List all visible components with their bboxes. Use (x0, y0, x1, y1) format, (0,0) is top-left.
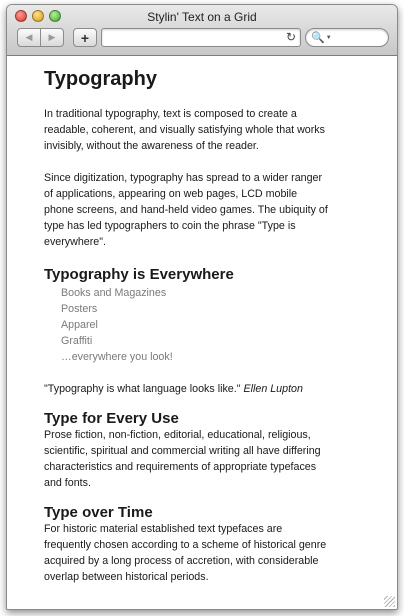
back-arrow-icon: ◀ (25, 32, 33, 42)
use-section (44, 410, 329, 491)
quote (44, 381, 329, 397)
everywhere-list (61, 285, 329, 365)
list-item: Posters (61, 303, 98, 315)
nav-buttons (17, 28, 64, 47)
resize-grip[interactable] (384, 596, 395, 607)
window-title: Stylin' Text on a Grid (147, 10, 257, 24)
forward-button[interactable] (40, 29, 63, 46)
everywhere-section (44, 266, 329, 365)
intro-paragraph-2: Since digitization, typography has spread to a wider ranger of applications, appearing on web pages, LCD mobile phone screens, and hand-held video games. The ubiquity of type has led typographers to coin the phrase "Type is everywhere". (44, 172, 328, 248)
time-paragraph: For historic material established text typefaces are frequently chosen according to a scheme of historical genre acquired by a long process of accretion, with considerable overlap between historical periods. (44, 523, 327, 583)
time-section (44, 504, 329, 585)
plus-icon: + (80, 29, 90, 46)
title-bar (7, 5, 397, 56)
page-content (7, 56, 397, 609)
use-paragraph: Prose fiction, non-fiction, editorial, educational, religious, scientific, spiritual and commercial writing all have differing characteristics and requirements of appropriate typefaces and fonts. (44, 429, 321, 489)
back-button[interactable] (18, 29, 40, 46)
use-heading: Type for Every Use (44, 410, 179, 427)
search-dropdown-icon[interactable]: ▼ (325, 34, 332, 41)
list-item: Graffiti (61, 335, 93, 347)
intro-paragraph-1: In traditional typography, text is composed to create a readable, coherent, and visually satisfying whole that works invisibly, without the awareness of the reader. (44, 108, 325, 152)
address-field[interactable] (101, 28, 301, 47)
toolbar (17, 28, 389, 48)
quote-author: Ellen Lupton (243, 383, 303, 395)
list-item: Apparel (61, 319, 98, 331)
reload-icon[interactable]: ↻ (285, 30, 296, 44)
time-heading: Type over Time (44, 504, 153, 521)
text-column (44, 68, 329, 585)
list-item: Books and Magazines (61, 287, 167, 299)
magnifier-icon: 🔍 (311, 32, 325, 44)
quote-text: "Typography is what language looks like." (44, 383, 241, 395)
search-field[interactable] (305, 28, 389, 47)
page-title: Typography (44, 68, 157, 90)
list-item: …everywhere you look! (61, 351, 173, 363)
browser-window (6, 4, 398, 610)
forward-arrow-icon: ▶ (48, 32, 56, 42)
add-bookmark-button[interactable] (73, 28, 97, 47)
everywhere-heading: Typography is Everywhere (44, 266, 234, 283)
